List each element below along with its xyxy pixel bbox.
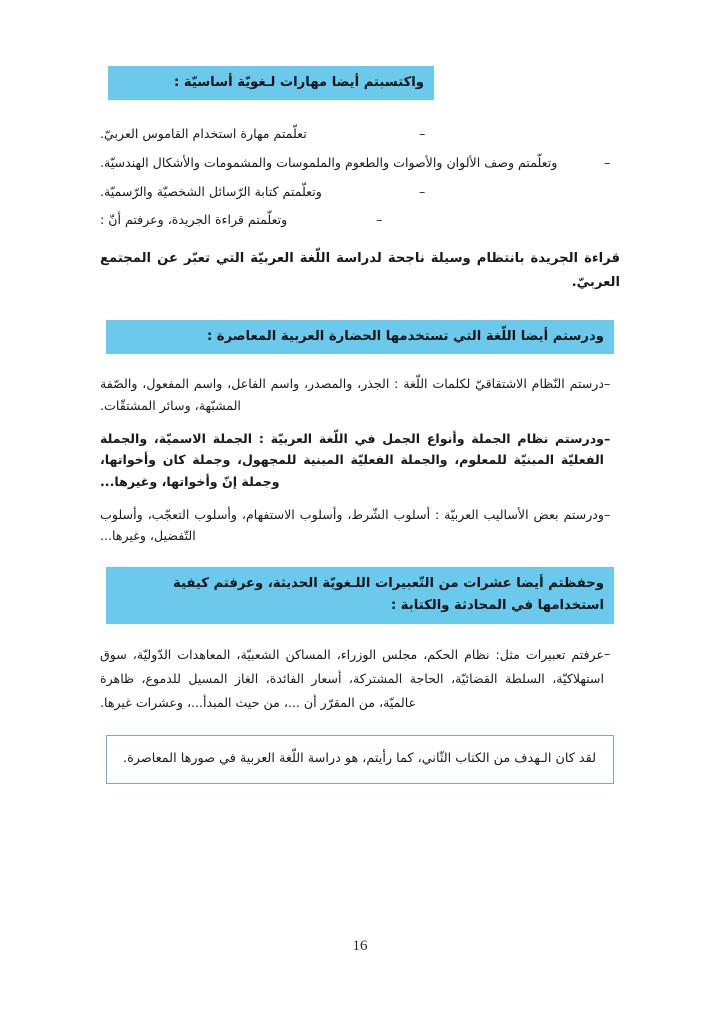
list-item [100,643,620,715]
list-item-text: وتعلّمتم قراءة الجريدة، وعرفتم أنّ : [100,212,288,228]
bullet-list-modern-civilization [100,373,620,547]
bullet-dash-marker: – [419,126,426,142]
section-heading-expressions: وحفظتم أيضا عشرات من التّعبيرات اللـغويّة الحديثة، وعرفتم كيفية استخدامها في المحادثة والكتابة : [106,567,614,624]
list-item [100,123,620,145]
list-item-text: عرفتم تعبيرات مثل: نظام الحكم، مجلس الوزراء، المساكن الشعبيّة، المعاهدات الدّوليّة، سوق استهلاكيّة، السلطة القضائيّة، الحاجة المشتركة، أسعار الفائدة، الغاز المسيل للدموع، ظاهرة عالميّة، من المقرّر أن ...، من حيث المبدأ...، وعشرات غيرها. [100,647,604,710]
list-item [100,504,620,547]
list-item-text: تعلّمتم مهارة استخدام القاموس العربيّ. [100,126,307,142]
list-item [100,152,620,174]
bullet-dash-marker: – [604,646,611,662]
page-number: 16 [352,938,368,954]
bullet-dash-marker: – [604,155,611,171]
bullet-dash-marker: – [376,212,383,228]
list-item-text: ودرستم بعض الأساليب العربيّة : أسلوب الشّرط، وأسلوب الاستفهام، وأسلوب التعجّب، وأسلوب التّفضيل، وغيرها... [100,506,604,544]
list-item-text: ودرستم نظام الجملة وأنواع الجمل في اللّغة العربيّة : الجملة الاسميّة، والجملة الفعليّة المبنيّة للمعلوم، والجملة الفعليّة المبنية للمجهول، وجملة كان وأخواتها، وجملة إنّ وأخواتها، وغيرها... [100,430,604,489]
page-content [100,66,620,784]
bullet-dash-marker: – [604,506,611,522]
list-item-text: درستم النّظام الاشتقاقيّ لكلمات اللّغة : الجذر، والمصدر، واسم الفاعل، واسم المفعول، والصّفة المشبّهة، وسائر المشتقّات. [100,376,604,413]
summary-callout-text: لقد كان الـهدف من الكتاب الثّاني، كما رأيتم، هو دراسة اللّغة العربية في صورها المعاصرة. [123,750,596,766]
list-item [100,373,620,416]
list-item [100,428,620,493]
section-heading-modern-civilization: ودرستم أيضا اللّغة التي تستخدمها الحضارة العربية المعاصرة : [106,320,614,354]
section-heading-skills: واكتسبتم أيضا مهارات لـغويّة أساسيّة : [108,66,434,100]
bullet-dash-marker: – [419,183,426,199]
list-item-text: وتعلّمتم كتابة الرّسائل الشخصيّة والرّسميّة. [100,183,322,199]
emphasis-paragraph-newspaper: قراءة الجريدة بانتظام وسيلة ناجحة لدراسة اللّغة العربيّة التي تعبّر عن المجتمع العربيّ. [100,251,620,291]
list-item [100,209,620,231]
summary-callout-box [106,735,614,784]
bullet-list-skills [100,123,620,231]
bullet-list-expressions [100,643,620,715]
bullet-dash-marker: – [604,376,611,392]
bullet-dash-marker: – [604,430,611,446]
list-item-text: وتعلّمتم وصف الألوان والأصوات والطعوم والملموسات والمشمومات والأشكال الهندسيّة. [100,155,558,171]
list-item [100,181,620,203]
